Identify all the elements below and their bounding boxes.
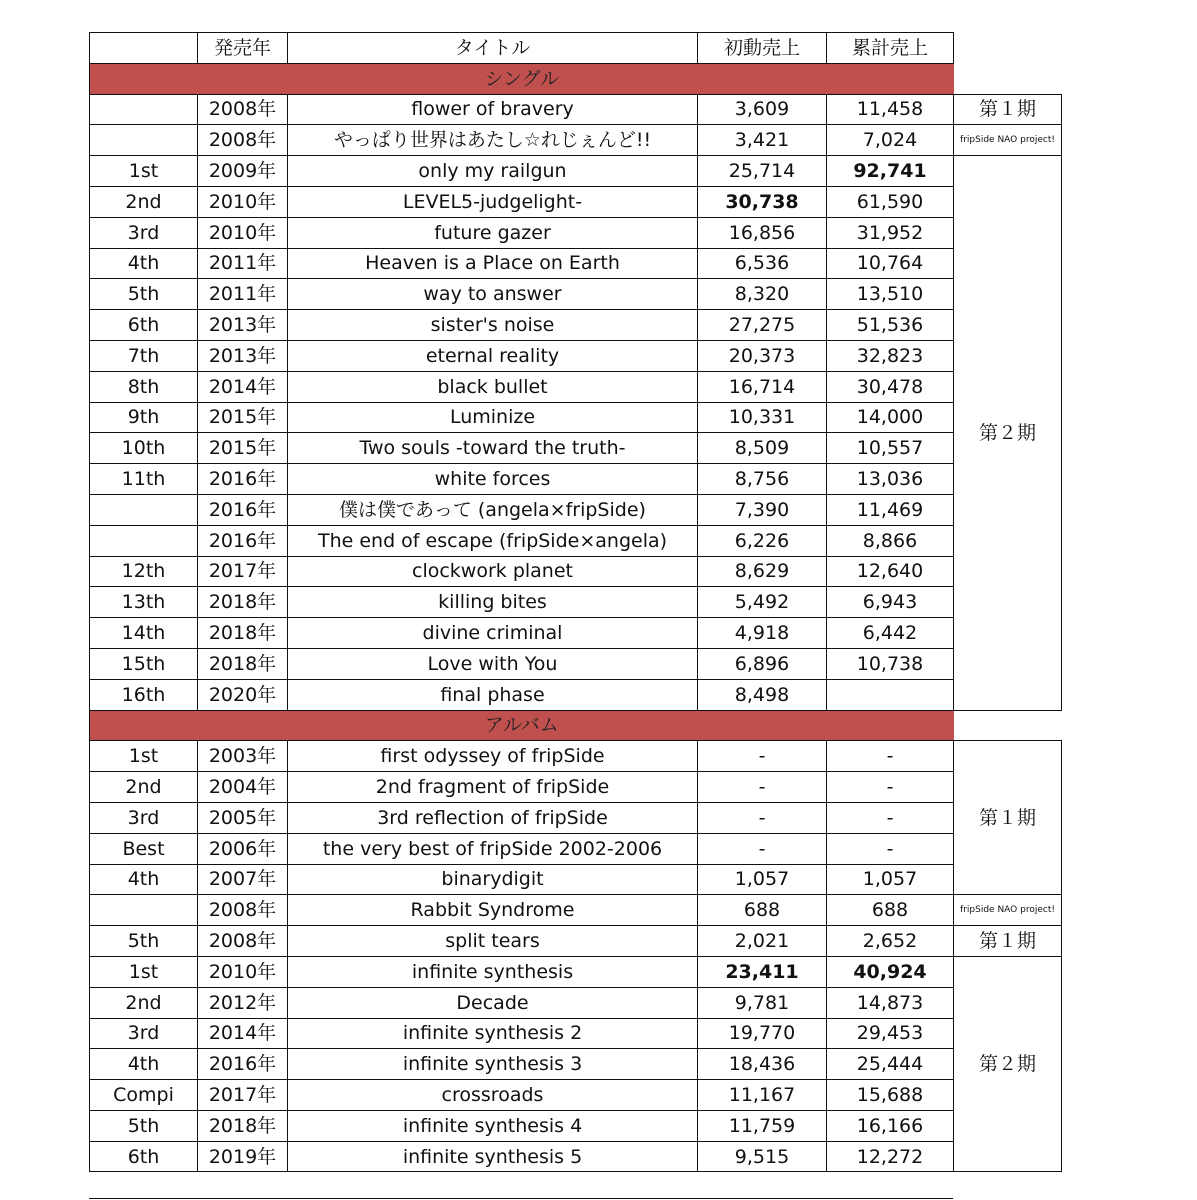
first-week-sales: 2,021 xyxy=(698,926,827,957)
release-year: 2015年 xyxy=(198,402,288,433)
release-year: 2010年 xyxy=(198,186,288,217)
album-row xyxy=(90,1110,1062,1141)
phase-label: fripSide NAO project! xyxy=(954,895,1062,926)
first-week-sales: 8,629 xyxy=(698,556,827,587)
release-year: 2016年 xyxy=(198,525,288,556)
header-total-sales: 累計売上 xyxy=(827,33,954,64)
release-year: 2017年 xyxy=(198,1080,288,1111)
release-title: the very best of fripSide 2002-2006 xyxy=(288,833,698,864)
total-sales: - xyxy=(827,802,954,833)
release-year: 2018年 xyxy=(198,618,288,649)
release-title: infinite synthesis xyxy=(288,956,698,987)
release-number: 6th xyxy=(90,1141,198,1172)
total-sales: 10,738 xyxy=(827,648,954,679)
release-title: infinite synthesis 2 xyxy=(288,1018,698,1049)
total-sales: 30,478 xyxy=(827,371,954,402)
album-row xyxy=(90,926,1062,957)
first-week-sales: 4,918 xyxy=(698,618,827,649)
total-sales: 1,057 xyxy=(827,864,954,895)
release-title: eternal reality xyxy=(288,340,698,371)
first-week-sales: 688 xyxy=(698,895,827,926)
total-sales: - xyxy=(827,741,954,772)
release-year: 2008年 xyxy=(198,926,288,957)
total-sales: 14,000 xyxy=(827,402,954,433)
total-sales: - xyxy=(827,772,954,803)
release-title: 僕は僕であって (angela×fripSide) xyxy=(288,494,698,525)
first-week-sales: 9,515 xyxy=(698,1141,827,1172)
total-sales: 40,924 xyxy=(827,956,954,987)
release-number: 2nd xyxy=(90,186,198,217)
album-row xyxy=(90,1049,1062,1080)
first-week-sales: 11,167 xyxy=(698,1080,827,1111)
total-sales: 10,557 xyxy=(827,433,954,464)
release-title: 3rd reflection of fripSide xyxy=(288,802,698,833)
single-row xyxy=(90,679,1062,710)
total-sales: 8,866 xyxy=(827,525,954,556)
release-year: 2014年 xyxy=(198,1018,288,1049)
release-title: infinite synthesis 3 xyxy=(288,1049,698,1080)
release-number: 16th xyxy=(90,679,198,710)
header-spacer xyxy=(954,33,1062,64)
album-row xyxy=(90,895,1062,926)
release-year: 2012年 xyxy=(198,987,288,1018)
release-year: 2014年 xyxy=(198,371,288,402)
release-year: 2008年 xyxy=(198,94,288,125)
release-year: 2017年 xyxy=(198,556,288,587)
first-week-sales: 20,373 xyxy=(698,340,827,371)
release-title: future gazer xyxy=(288,217,698,248)
release-year: 2004年 xyxy=(198,772,288,803)
release-number: 1st xyxy=(90,741,198,772)
release-year: 2016年 xyxy=(198,494,288,525)
release-year: 2015年 xyxy=(198,433,288,464)
single-row xyxy=(90,618,1062,649)
release-number: 13th xyxy=(90,587,198,618)
section-row-singles xyxy=(90,63,1062,94)
release-title: final phase xyxy=(288,679,698,710)
single-row xyxy=(90,217,1062,248)
release-number: 5th xyxy=(90,279,198,310)
release-title: white forces xyxy=(288,464,698,495)
release-number: 6th xyxy=(90,310,198,341)
release-title: killing bites xyxy=(288,587,698,618)
first-week-sales: - xyxy=(698,802,827,833)
release-number: 4th xyxy=(90,864,198,895)
album-row xyxy=(90,833,1062,864)
single-row xyxy=(90,156,1062,187)
total-sales: 25,444 xyxy=(827,1049,954,1080)
album-row xyxy=(90,956,1062,987)
release-year: 2011年 xyxy=(198,248,288,279)
phase-label: fripSide NAO project! xyxy=(954,125,1062,156)
release-number: 8th xyxy=(90,371,198,402)
release-number: 5th xyxy=(90,1110,198,1141)
single-row xyxy=(90,186,1062,217)
section-spacer xyxy=(954,710,1062,741)
single-row xyxy=(90,587,1062,618)
single-row xyxy=(90,433,1062,464)
section-spacer xyxy=(954,63,1062,94)
release-number xyxy=(90,525,198,556)
total-sales: 688 xyxy=(827,895,954,926)
release-year: 2018年 xyxy=(198,648,288,679)
single-row xyxy=(90,494,1062,525)
release-number: 11th xyxy=(90,464,198,495)
sales-table xyxy=(89,32,1062,1172)
release-title: first odyssey of fripSide xyxy=(288,741,698,772)
release-year: 2018年 xyxy=(198,587,288,618)
single-row xyxy=(90,371,1062,402)
header-first-week-sales: 初動売上 xyxy=(698,33,827,64)
release-number: 9th xyxy=(90,402,198,433)
release-title: way to answer xyxy=(288,279,698,310)
total-sales: 6,442 xyxy=(827,618,954,649)
first-week-sales: 8,498 xyxy=(698,679,827,710)
first-week-sales: 27,275 xyxy=(698,310,827,341)
release-title: Two souls -toward the truth- xyxy=(288,433,698,464)
first-week-sales: 5,492 xyxy=(698,587,827,618)
release-number: 4th xyxy=(90,1049,198,1080)
release-title: divine criminal xyxy=(288,618,698,649)
total-sales: 51,536 xyxy=(827,310,954,341)
single-row xyxy=(90,402,1062,433)
release-year: 2008年 xyxy=(198,125,288,156)
release-number xyxy=(90,94,198,125)
release-number xyxy=(90,895,198,926)
album-row xyxy=(90,864,1062,895)
release-title: Decade xyxy=(288,987,698,1018)
first-week-sales: 7,390 xyxy=(698,494,827,525)
header-number xyxy=(90,33,198,64)
first-week-sales: 6,896 xyxy=(698,648,827,679)
release-year: 2016年 xyxy=(198,1049,288,1080)
release-year: 2013年 xyxy=(198,310,288,341)
release-title: Love with You xyxy=(288,648,698,679)
total-sales: - xyxy=(827,833,954,864)
album-row xyxy=(90,1080,1062,1111)
release-year: 2010年 xyxy=(198,956,288,987)
first-week-sales: 8,756 xyxy=(698,464,827,495)
total-sales: 14,873 xyxy=(827,987,954,1018)
album-row xyxy=(90,987,1062,1018)
total-sales: 61,590 xyxy=(827,186,954,217)
first-week-sales: 6,226 xyxy=(698,525,827,556)
total-sales: 16,166 xyxy=(827,1110,954,1141)
release-title: infinite synthesis 5 xyxy=(288,1141,698,1172)
release-year: 2003年 xyxy=(198,741,288,772)
release-year: 2006年 xyxy=(198,833,288,864)
total-sales: 31,952 xyxy=(827,217,954,248)
release-number: Compi xyxy=(90,1080,198,1111)
first-week-sales: 8,320 xyxy=(698,279,827,310)
first-week-sales: 8,509 xyxy=(698,433,827,464)
total-sales: 11,458 xyxy=(827,94,954,125)
first-week-sales: 1,057 xyxy=(698,864,827,895)
release-title: black bullet xyxy=(288,371,698,402)
release-number: 1st xyxy=(90,156,198,187)
album-row xyxy=(90,741,1062,772)
release-title: LEVEL5-judgelight- xyxy=(288,186,698,217)
release-number xyxy=(90,494,198,525)
bottom-border-line xyxy=(89,1198,953,1199)
single-row xyxy=(90,464,1062,495)
release-year: 2018年 xyxy=(198,1110,288,1141)
first-week-sales: 25,714 xyxy=(698,156,827,187)
total-sales: 11,469 xyxy=(827,494,954,525)
release-number: 1st xyxy=(90,956,198,987)
first-week-sales: 23,411 xyxy=(698,956,827,987)
section-title-singles: シングル xyxy=(90,63,954,94)
release-year: 2005年 xyxy=(198,802,288,833)
first-week-sales: - xyxy=(698,772,827,803)
release-number: 14th xyxy=(90,618,198,649)
single-row xyxy=(90,248,1062,279)
section-row-albums xyxy=(90,710,1062,741)
release-year: 2020年 xyxy=(198,679,288,710)
first-week-sales: 16,714 xyxy=(698,371,827,402)
release-title: やっぱり世界はあたし☆れじぇんど!! xyxy=(288,125,698,156)
phase-label: 第２期 xyxy=(954,956,1062,1172)
total-sales: 12,272 xyxy=(827,1141,954,1172)
release-number: 12th xyxy=(90,556,198,587)
first-week-sales: 11,759 xyxy=(698,1110,827,1141)
release-number: 7th xyxy=(90,340,198,371)
release-number: 10th xyxy=(90,433,198,464)
first-week-sales: 6,536 xyxy=(698,248,827,279)
release-year: 2007年 xyxy=(198,864,288,895)
release-year: 2019年 xyxy=(198,1141,288,1172)
single-row xyxy=(90,648,1062,679)
single-row xyxy=(90,525,1062,556)
total-sales: 6,943 xyxy=(827,587,954,618)
first-week-sales: 16,856 xyxy=(698,217,827,248)
release-year: 2010年 xyxy=(198,217,288,248)
total-sales: 13,510 xyxy=(827,279,954,310)
total-sales: 10,764 xyxy=(827,248,954,279)
release-number: Best xyxy=(90,833,198,864)
release-title: sister's noise xyxy=(288,310,698,341)
release-title: Rabbit Syndrome xyxy=(288,895,698,926)
total-sales: 12,640 xyxy=(827,556,954,587)
release-number: 2nd xyxy=(90,772,198,803)
release-year: 2013年 xyxy=(198,340,288,371)
album-row xyxy=(90,802,1062,833)
release-title: crossroads xyxy=(288,1080,698,1111)
release-title: 2nd fragment of fripSide xyxy=(288,772,698,803)
release-year: 2011年 xyxy=(198,279,288,310)
release-number xyxy=(90,125,198,156)
single-row xyxy=(90,125,1062,156)
release-title: Heaven is a Place on Earth xyxy=(288,248,698,279)
phase-label: 第１期 xyxy=(954,94,1062,125)
first-week-sales: 30,738 xyxy=(698,186,827,217)
album-row xyxy=(90,1141,1062,1172)
release-year: 2016年 xyxy=(198,464,288,495)
section-title-albums: アルバム xyxy=(90,710,954,741)
release-title: binarydigit xyxy=(288,864,698,895)
release-year: 2009年 xyxy=(198,156,288,187)
album-row xyxy=(90,772,1062,803)
first-week-sales: 18,436 xyxy=(698,1049,827,1080)
single-row xyxy=(90,556,1062,587)
release-title: Luminize xyxy=(288,402,698,433)
single-row xyxy=(90,340,1062,371)
phase-label: 第２期 xyxy=(954,156,1062,710)
release-number: 3rd xyxy=(90,802,198,833)
total-sales xyxy=(827,679,954,710)
release-number: 2nd xyxy=(90,987,198,1018)
release-title: The end of escape (fripSide×angela) xyxy=(288,525,698,556)
total-sales: 13,036 xyxy=(827,464,954,495)
first-week-sales: - xyxy=(698,833,827,864)
header-row xyxy=(90,33,1062,64)
release-number: 4th xyxy=(90,248,198,279)
release-number: 15th xyxy=(90,648,198,679)
header-title: タイトル xyxy=(288,33,698,64)
sales-table-body xyxy=(90,33,1062,1172)
first-week-sales: 10,331 xyxy=(698,402,827,433)
total-sales: 2,652 xyxy=(827,926,954,957)
total-sales: 32,823 xyxy=(827,340,954,371)
release-number: 3rd xyxy=(90,1018,198,1049)
first-week-sales: 19,770 xyxy=(698,1018,827,1049)
release-number: 3rd xyxy=(90,217,198,248)
phase-label: 第１期 xyxy=(954,926,1062,957)
first-week-sales: 3,421 xyxy=(698,125,827,156)
total-sales: 29,453 xyxy=(827,1018,954,1049)
release-title: clockwork planet xyxy=(288,556,698,587)
first-week-sales: 3,609 xyxy=(698,94,827,125)
first-week-sales: 9,781 xyxy=(698,987,827,1018)
release-year: 2008年 xyxy=(198,895,288,926)
release-title: infinite synthesis 4 xyxy=(288,1110,698,1141)
release-title: split tears xyxy=(288,926,698,957)
single-row xyxy=(90,310,1062,341)
single-row xyxy=(90,279,1062,310)
total-sales: 15,688 xyxy=(827,1080,954,1111)
header-year: 発売年 xyxy=(198,33,288,64)
single-row xyxy=(90,94,1062,125)
total-sales: 7,024 xyxy=(827,125,954,156)
release-title: only my railgun xyxy=(288,156,698,187)
album-row xyxy=(90,1018,1062,1049)
phase-label: 第１期 xyxy=(954,741,1062,895)
release-title: flower of bravery xyxy=(288,94,698,125)
total-sales: 92,741 xyxy=(827,156,954,187)
first-week-sales: - xyxy=(698,741,827,772)
release-number: 5th xyxy=(90,926,198,957)
